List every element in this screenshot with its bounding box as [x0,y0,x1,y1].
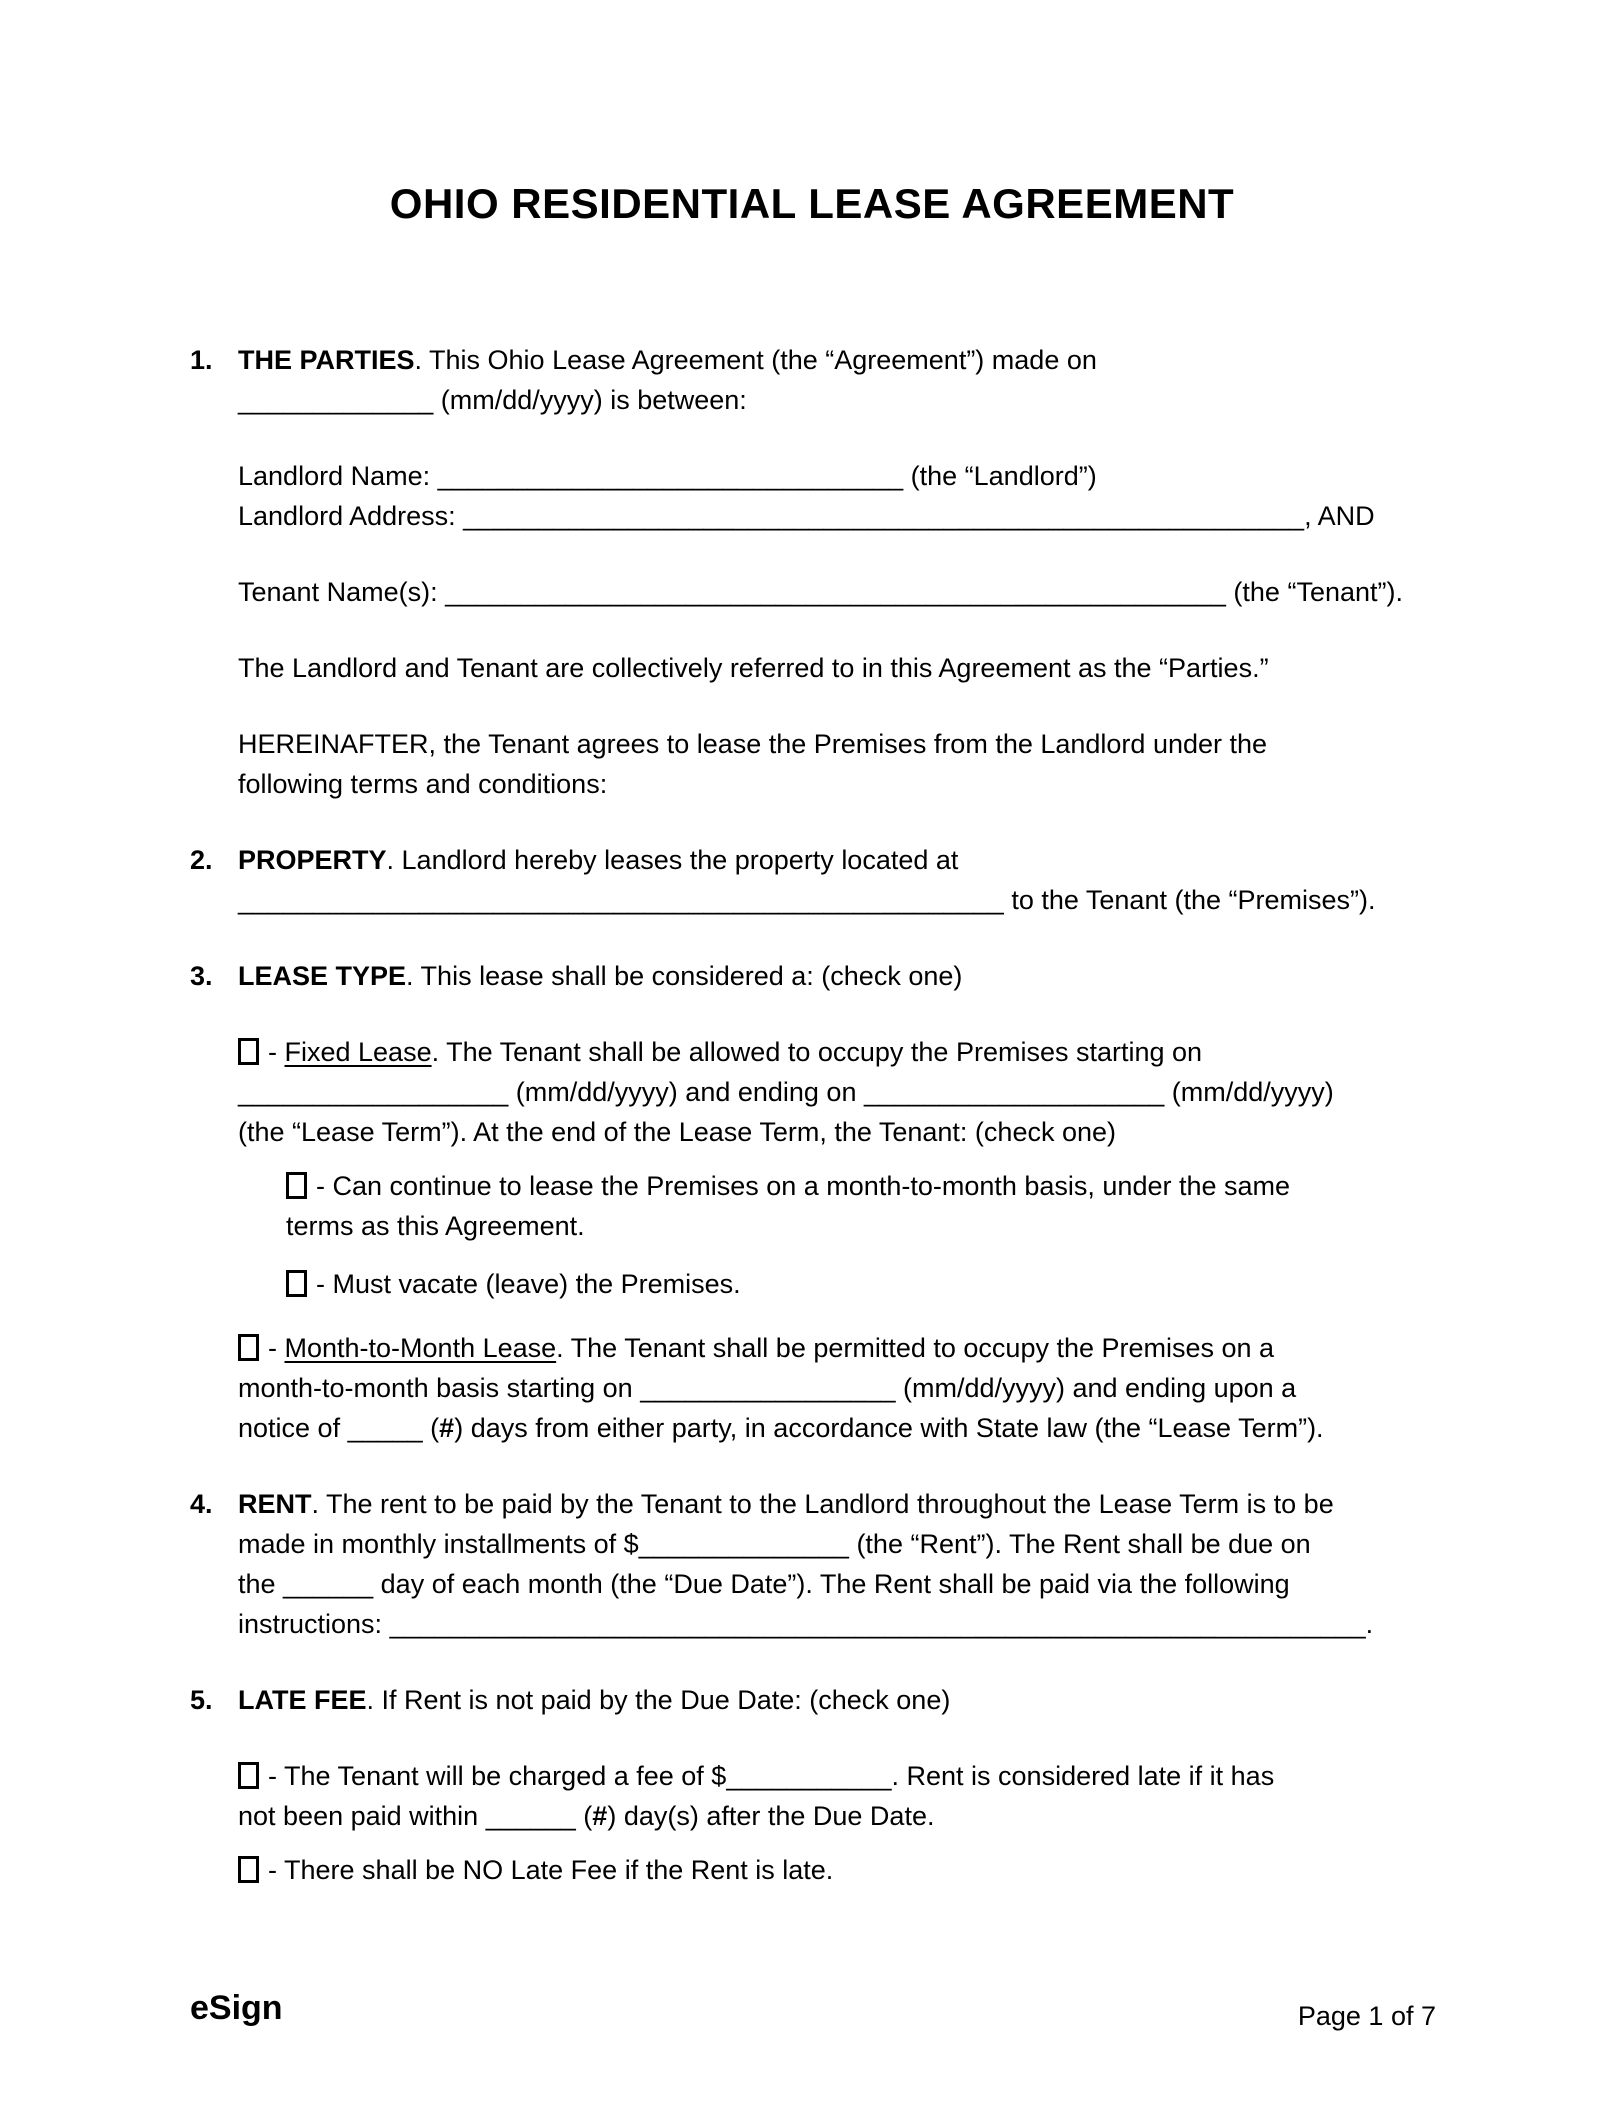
section-number-1: 1. [190,345,213,375]
page-number: Page 1 of 7 [1297,2001,1436,2031]
renew-text-1: Can continue to lease the Premises on a month-to-month basis, under the same [332,1171,1291,1201]
late-fee-intro-text: . If Rent is not paid by the Due Date: (check one) [366,1685,951,1715]
property-intro-text: . Landlord hereby leases the property located at [386,845,959,875]
late-fee-charged-checkbox[interactable] [238,1762,259,1789]
must-vacate-checkbox[interactable] [286,1270,307,1297]
late-fee-intro-paragraph [238,1680,1434,1720]
no-late-fee-text: There shall be NO Late Fee if the Rent is late. [284,1855,834,1885]
renew-text-2: terms as this Agreement. [286,1211,585,1241]
rent-text-2: made in monthly installments of $ [238,1529,639,1559]
fixed-end-date-blank[interactable]: ____________________ [863,1077,1165,1107]
hereinafter-text-2: following terms and conditions: [238,769,608,799]
hereinafter-text-1: HEREINAFTER, the Tenant agrees to lease the Premises from the Landlord under the [238,729,1268,759]
renew-month-to-month-checkbox[interactable] [286,1172,307,1199]
rent-text-1: . The rent to be paid by the Tenant to the Landlord throughout the Lease Term is to be [311,1489,1334,1519]
m2m-text-5: ( [422,1413,440,1443]
m2m-text-3: (mm/dd/yyyy) and ending upon a [895,1373,1297,1403]
property-address-blank[interactable]: ___________________________________________________ [238,885,1004,915]
property-intro-text-2: to the Tenant (the “Premises”). [1003,885,1376,915]
fixed-lease-text-4: (the “Lease Term”). At the end of the Lease Term, the Tenant: (check one) [238,1117,1117,1147]
no-late-fee-checkbox[interactable] [238,1856,259,1883]
section-the-parties [190,340,1434,840]
renew-month-to-month-item [286,1166,1434,1246]
rent-text-7: . [1365,1609,1374,1639]
document-title: OHIO RESIDENTIAL LEASE AGREEMENT [389,180,1235,227]
late-fee-dash: - [268,1761,285,1791]
fixed-lease-item [238,1032,1434,1152]
landlord-address-suffix: , AND [1304,501,1375,531]
late-fee-charged-item [238,1756,1434,1836]
fixed-lease-text-2: (mm/dd/yyyy) and ending on [508,1077,864,1107]
rent-text-4: the [238,1569,284,1599]
fixed-lease-text-3: (mm/dd/yyyy) [1164,1077,1334,1107]
m2m-text-1: . The Tenant shall be permitted to occupy the Premises on a [556,1333,1275,1363]
property-heading: PROPERTY [238,845,387,875]
m2m-text-6: ) days from either party, in accordance with State law (the “Lease Term”). [454,1413,1324,1443]
agreement-date-blank[interactable]: _____________ [238,385,434,415]
property-paragraph [238,840,1434,920]
vacate-dash: - [316,1269,333,1299]
vacate-text: Must vacate (leave) the Premises. [332,1269,741,1299]
month-to-month-item [238,1328,1434,1448]
parties-heading: THE PARTIES [238,345,415,375]
lease-type-heading: LEASE TYPE [238,961,407,991]
m2m-hash-symbol: # [439,1413,455,1443]
lease-type-intro-text: . This lease shall be considered a: (check one) [406,961,963,991]
section-number-3: 3. [190,961,213,991]
m2m-notice-days-blank[interactable]: _____ [347,1413,423,1443]
must-vacate-item [286,1264,1434,1304]
no-late-fee-dash: - [268,1855,285,1885]
m2m-text-2: month-to-month basis starting on [238,1373,641,1403]
rent-text-6: instructions: [238,1609,390,1639]
late-fee-days-blank[interactable]: ______ [485,1801,576,1831]
lease-type-intro-paragraph [238,956,1434,996]
landlord-name-blank[interactable]: _______________________________ [437,461,904,491]
month-to-month-lease-checkbox[interactable] [238,1334,259,1361]
late-fee-text-1: The Tenant will be charged a fee of $ [284,1761,727,1791]
tenant-paragraph [238,572,1434,612]
rent-due-day-blank[interactable]: ______ [283,1569,374,1599]
landlord-address-blank[interactable]: ________________________________________________________ [463,501,1305,531]
parties-intro-text: . This Ohio Lease Agreement (the “Agreement”) made on [414,345,1097,375]
rent-heading: RENT [238,1489,312,1519]
fixed-start-date-blank[interactable]: __________________ [238,1077,509,1107]
late-fee-heading: LATE FEE [238,1685,367,1715]
section-number-5: 5. [190,1685,213,1715]
late-fee-text-5: ) day(s) after the Due Date. [607,1801,935,1831]
section-number-4: 4. [190,1489,213,1519]
no-late-fee-item [238,1850,1434,1890]
section-late-fee [190,1680,1434,1890]
fixed-lease-checkbox[interactable] [238,1038,259,1065]
parties-collective-sentence: The Landlord and Tenant are collectively referred to in this Agreement as the “Parties.” [238,653,1269,683]
m2m-text-4: notice of [238,1413,348,1443]
late-fee-text-3: not been paid within [238,1801,486,1831]
m2m-start-date-blank[interactable]: _________________ [640,1373,896,1403]
esign-logo: eSign [190,1989,283,2027]
landlord-address-label: Landlord Address: [238,501,464,531]
rent-text-3: (the “Rent”). The Rent shall be due on [848,1529,1311,1559]
parties-intro-paragraph [238,340,1434,420]
late-fee-hash-symbol: # [592,1801,608,1831]
section-number-2: 2. [190,845,213,875]
month-to-month-label: Month-to-Month Lease [284,1333,557,1363]
fixed-lease-label: Fixed Lease [284,1037,432,1067]
section-rent [190,1484,1434,1680]
rent-paragraph [238,1484,1434,1644]
landlord-name-label: Landlord Name: [238,461,438,491]
payment-instructions-blank[interactable]: _________________________________________________________________ [389,1609,1366,1639]
landlord-name-suffix: (the “Landlord”) [903,461,1097,491]
hereinafter-paragraph [238,724,1434,804]
landlord-paragraph [238,456,1434,536]
tenant-names-blank[interactable]: ____________________________________________________ [445,577,1226,607]
late-fee-amount-blank[interactable]: ___________ [726,1761,892,1791]
renew-dash: - [316,1171,333,1201]
rent-text-5: day of each month (the “Due Date”). The Rent shall be paid via the following [373,1569,1290,1599]
tenant-names-suffix: (the “Tenant”). [1225,577,1403,607]
section-lease-type [190,956,1434,1484]
parties-intro-text-2: (mm/dd/yyyy) is between: [433,385,747,415]
m2m-dash: - [268,1333,285,1363]
late-fee-text-2: . Rent is considered late if it has [891,1761,1275,1791]
fixed-lease-text-1: . The Tenant shall be allowed to occupy the Premises starting on [431,1037,1203,1067]
tenant-names-label: Tenant Name(s): [238,577,446,607]
rent-amount-blank[interactable]: ______________ [638,1529,849,1559]
fixed-lease-dash: - [268,1037,285,1067]
late-fee-text-4: ( [575,1801,593,1831]
section-property [190,840,1434,956]
